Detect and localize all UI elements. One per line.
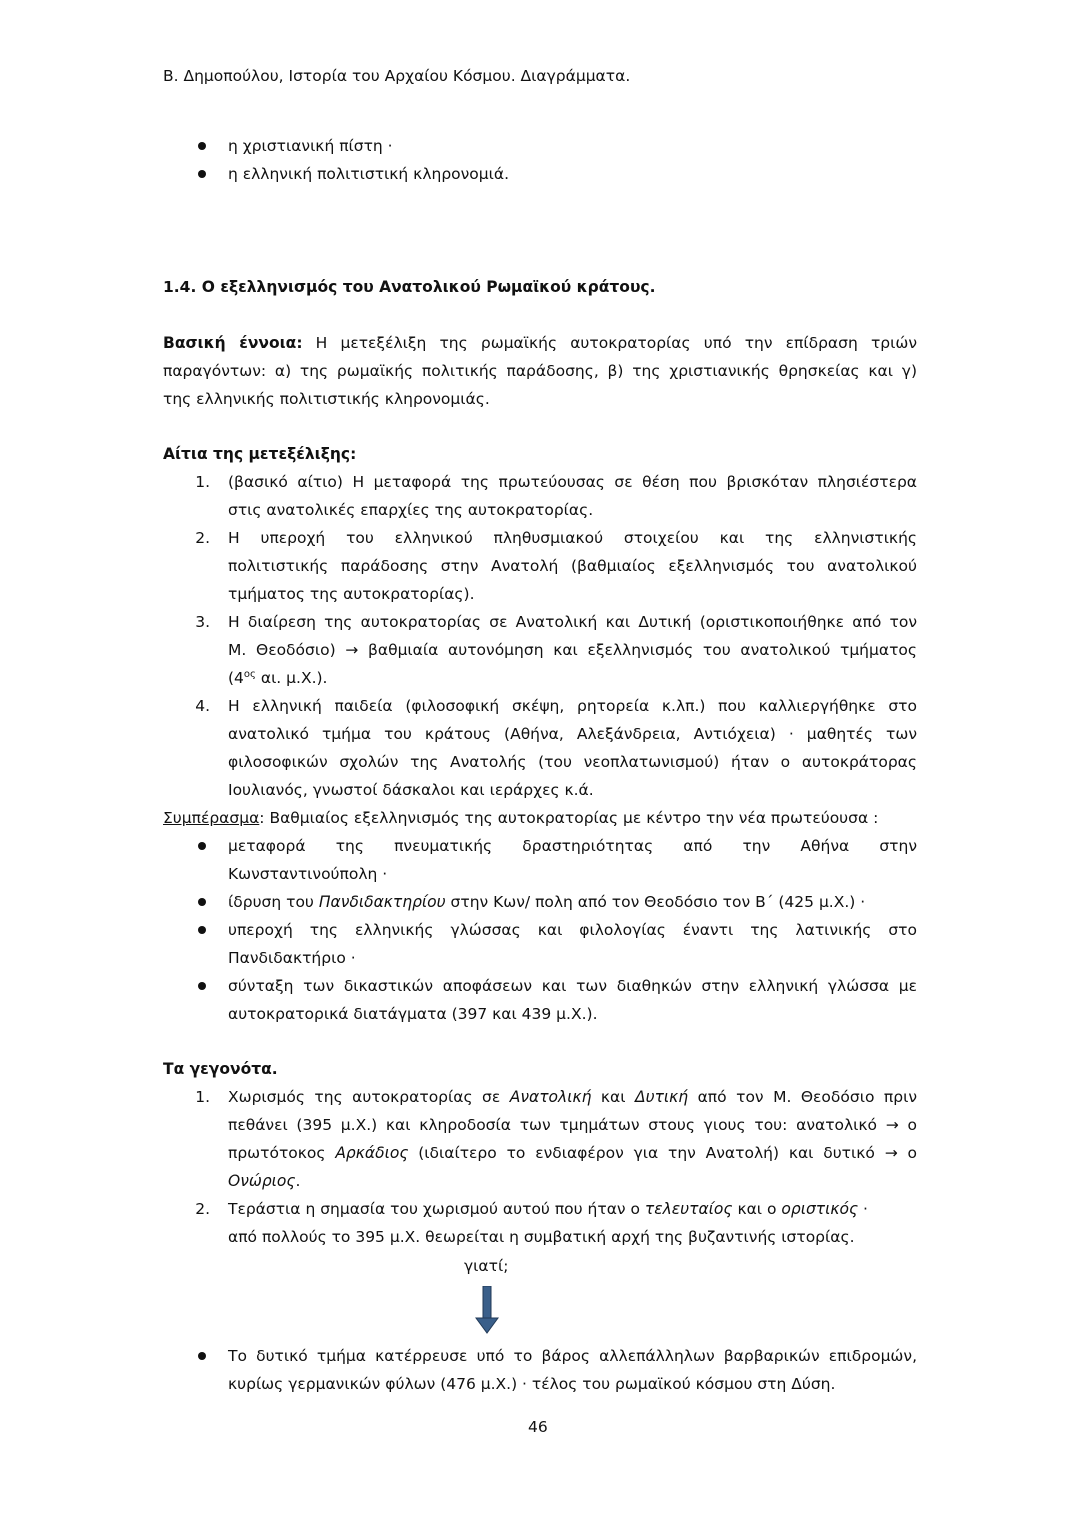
cause-1-line-2: στις ανατολικές επαρχίες της αυτοκρατορίας. bbox=[228, 501, 594, 519]
event-1-line-1: Χωρισμός της αυτοκρατορίας σε Ανατολική και Δυτική από τον Μ. Θεοδόσιο πριν bbox=[228, 1088, 917, 1106]
event-number: 2. bbox=[195, 1200, 210, 1218]
final-bullet-line-2: κυρίως γερμανικών φύλων (476 μ.Χ.) · τέλος του ρωμαϊκού κόσμου στη Δύση. bbox=[228, 1375, 836, 1393]
cause-2-line-1: Η υπεροχή του ελληνικού πληθυσμιακού στοιχείου και της ελληνιστικής bbox=[228, 529, 917, 547]
cause-number: 1. bbox=[195, 473, 210, 491]
cause-4-line-2: ανατολικό τμήμα του κράτους (Αθήνα, Αλεξάνδρεια, Αντιόχεια) · μαθητές των bbox=[228, 725, 917, 743]
page-number: 46 bbox=[528, 1418, 548, 1436]
cause-2-line-3: τμήματος της αυτοκρατορίας). bbox=[228, 585, 475, 603]
cause-4-line-3: φιλοσοφικών σχολών της Ανατολής (του νεοπλατωνισμού) ήταν ο αυτοκράτορας bbox=[228, 753, 917, 771]
conclusion-bullet-4-line-1: σύνταξη των δικαστικών αποφάσεων και των διαθηκών στην ελληνική γλώσσα με bbox=[228, 977, 917, 995]
causes-title: Αίτια της μετεξέλιξης: bbox=[163, 445, 357, 463]
event-1-line-3: πρωτότοκος Αρκάδιος (ιδιαίτερο το ενδιαφέρον για την Ανατολή) και δυτικό → ο bbox=[228, 1144, 917, 1162]
basic-concept-line-3: της ελληνικής πολιτιστικής κληρονομιάς. bbox=[163, 390, 490, 408]
conclusion-label: Συμπέρασμα bbox=[163, 809, 260, 827]
basic-concept-line-1: Βασική έννοια: Η μετεξέλιξη της ρωμαϊκής αυτοκρατορίας υπό την επίδραση τριών bbox=[163, 334, 917, 352]
conclusion-bullet-3-line-2: Πανδιδακτήριο · bbox=[228, 949, 356, 967]
cause-4-line-4: Ιουλιανός, γνωστοί δάσκαλοι και ιεράρχες κ.ά. bbox=[228, 781, 594, 799]
conclusion-bullet-1-line-1: μεταφορά της πνευματικής δραστηριότητας από την Αθήνα στην bbox=[228, 837, 917, 855]
basic-concept-line-2: παραγόντων: α) της ρωμαϊκής πολιτικής παράδοσης, β) της χριστιανικής θρησκείας και γ) bbox=[163, 362, 917, 380]
bullet-icon bbox=[198, 170, 206, 178]
event-1-line-4: Ονώριος. bbox=[228, 1172, 301, 1190]
cause-3-line-3: ($4^{o\varsigma}$ αι. μ.Χ.). bbox=[228, 668, 328, 687]
event-1-line-2: πεθάνει (395 μ.Χ.) και κληροδοσία των τμημάτων στους γιους του: ανατολικό → ο bbox=[228, 1116, 917, 1134]
cause-3-line-1: Η διαίρεση της αυτοκρατορίας σε Ανατολική και Δυτική (οριστικοποιήθηκε από τον bbox=[228, 613, 917, 631]
conclusion-bullet-4-line-2: αυτοκρατορικά διατάγματα (397 και 439 μ.Χ.). bbox=[228, 1005, 598, 1023]
cause-3-line-2: Μ. Θεοδόσιο) → βαθμιαία αυτονόμηση και εξελληνισμός του ανατολικού τμήματος bbox=[228, 641, 917, 659]
conclusion-line: Συμπέρασμα: Βαθμιαίος εξελληνισμός της αυτοκρατορίας με κέντρο την νέα πρωτεύουσα : bbox=[163, 809, 879, 827]
conclusion-bullet-1-line-2: Κωνσταντινούπολη · bbox=[228, 865, 388, 883]
bullet-icon bbox=[198, 926, 206, 934]
cause-2-line-2: πολιτιστικής παράδοσης στην Ανατολή (βαθμιαίος εξελληνισμός του ανατολικού bbox=[228, 557, 917, 575]
bullet-icon bbox=[198, 142, 206, 150]
conclusion-bullet-3-line-1: υπεροχή της ελληνικής γλώσσας και φιλολογίας έναντι της λατινικής στο bbox=[228, 921, 917, 939]
top-bullet-2: η ελληνική πολιτιστική κληρονομιά. bbox=[228, 165, 510, 183]
bullet-icon bbox=[198, 1352, 206, 1360]
cause-number: 2. bbox=[195, 529, 210, 547]
final-bullet-line-1: Το δυτικό τμήμα κατέρρευσε υπό το βάρος αλλεπάλληλων βαρβαρικών επιδρομών, bbox=[228, 1347, 917, 1365]
cause-number: 4. bbox=[195, 697, 210, 715]
events-title: Τα γεγονότα. bbox=[163, 1060, 278, 1078]
section-title: 1.4. Ο εξελληνισμός του Ανατολικού Ρωμαϊκού κράτους. bbox=[163, 278, 656, 296]
down-arrow-icon bbox=[474, 1286, 500, 1334]
document-header: Β. Δημοπούλου, Ιστορία του Αρχαίου Κόσμου. Διαγράμματα. bbox=[163, 67, 631, 85]
conclusion-bullet-2: ίδρυση του Πανδιδακτηρίου στην Κων/ πολη από τον Θεοδόσιο τον Β΄ (425 μ.Χ.) · bbox=[228, 893, 866, 911]
why-label: γιατί; bbox=[464, 1257, 509, 1275]
bullet-icon bbox=[198, 898, 206, 906]
cause-number: 3. bbox=[195, 613, 210, 631]
event-2-line-1: Τεράστια η σημασία του χωρισμού αυτού που ήταν ο τελευταίος και ο οριστικός · bbox=[228, 1200, 868, 1218]
bullet-icon bbox=[198, 982, 206, 990]
basic-concept-label: Βασική έννοια: bbox=[163, 334, 303, 352]
cause-1-line-1: (βασικό αίτιο) Η μεταφορά της πρωτεύουσας σε θέση που βρισκόταν πλησιέστερα bbox=[228, 473, 917, 491]
bullet-icon bbox=[198, 842, 206, 850]
cause-4-line-1: Η ελληνική παιδεία (φιλοσοφική σκέψη, ρητορεία κ.λπ.) που καλλιεργήθηκε στο bbox=[228, 697, 917, 715]
event-number: 1. bbox=[195, 1088, 210, 1106]
top-bullet-1: η χριστιανική πίστη · bbox=[228, 137, 393, 155]
event-2-line-2: από πολλούς το 395 μ.Χ. θεωρείται η συμβατική αρχή της βυζαντινής ιστορίας. bbox=[228, 1228, 855, 1246]
